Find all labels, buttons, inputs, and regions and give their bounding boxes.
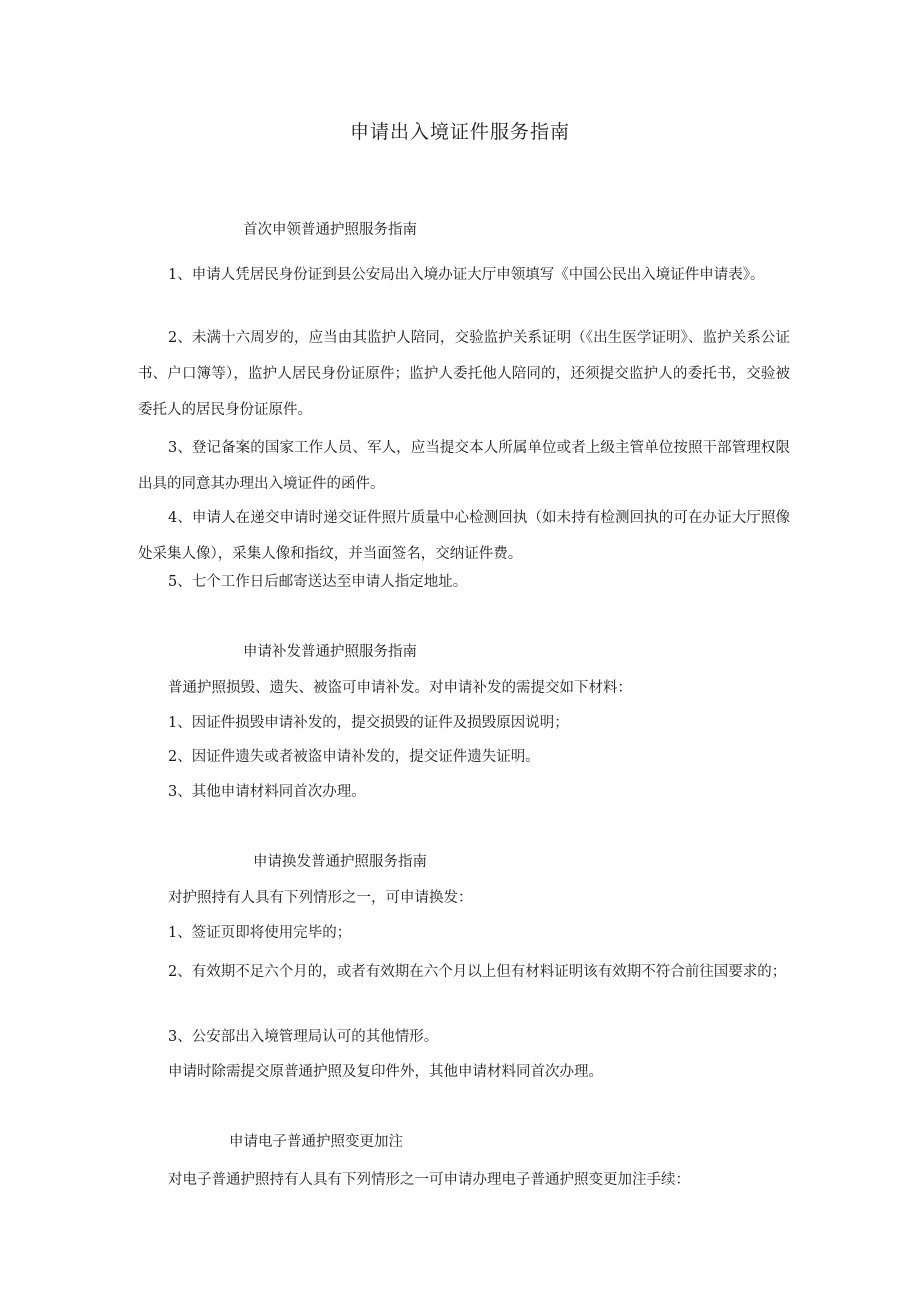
section-heading-first-application: 首次申领普通护照服务指南 <box>243 222 417 238</box>
paragraph: 申请时除需提交原普通护照及复印件外，其他申请材料同首次办理。 <box>168 1064 603 1080</box>
paragraph: 1、申请人凭居民身份证到县公安局出入境办证大厅申领填写《中国公民出入境证件申请表》。 <box>168 267 765 283</box>
paragraph: 对护照持有人具有下列情形之一，可申请换发： <box>168 890 473 906</box>
paragraph: 5、七个工作日后邮寄送达至申请人指定地址。 <box>168 574 468 590</box>
paragraph: 普通护照损毁、遗失、被盗可申请补发。对申请补发的需提交如下材料： <box>168 680 632 696</box>
section-heading-amendment: 申请电子普通护照变更加注 <box>229 1134 403 1150</box>
section-heading-renewal: 申请换发普通护照服务指南 <box>253 854 427 870</box>
paragraph: 3、其他申请材料同首次办理。 <box>168 784 366 800</box>
section-heading-reissue: 申请补发普通护照服务指南 <box>243 644 417 660</box>
paragraph: 2、因证件遗失或者被盗申请补发的，提交证件遗失证明。 <box>168 749 540 765</box>
page-title: 申请出入境证件服务指南 <box>349 121 570 143</box>
paragraph: 3、登记备案的国家工作人员、军人，应当提交本人所属单位或者上级主管单位按照干部管理权限出具的同意其办理出入境证件的函件。 <box>138 440 790 492</box>
paragraph: 对电子普通护照持有人具有下列情形之一可申请办理电子普通护照变更加注手续： <box>168 1172 690 1188</box>
paragraph: 4、申请人在递交申请时递交证件照片质量中心检测回执（如未持有检测回执的可在办证大厅照像处采集人像），采集人像和指纹，并当面签名，交纳证件费。 <box>138 510 790 562</box>
paragraph: 2、有效期不足六个月的，或者有效期在六个月以上但有材料证明该有效期不符合前往国要求的； <box>168 964 787 980</box>
paragraph: 3、公安部出入境管理局认可的其他情形。 <box>168 1029 439 1045</box>
paragraph: 1、因证件损毁申请补发的，提交损毁的证件及损毁原因说明； <box>168 715 569 731</box>
paragraph: 1、签证页即将使用完毕的； <box>168 925 352 941</box>
paragraph: 2、未满十六周岁的，应当由其监护人陪同，交验监护关系证明（《出生医学证明》、监护关系公证书、户口簿等），监护人居民身份证原件；监护人委托他人陪同的，还须提交监护人的委托书，交验被委托人的居民身份证原件。 <box>138 330 790 418</box>
